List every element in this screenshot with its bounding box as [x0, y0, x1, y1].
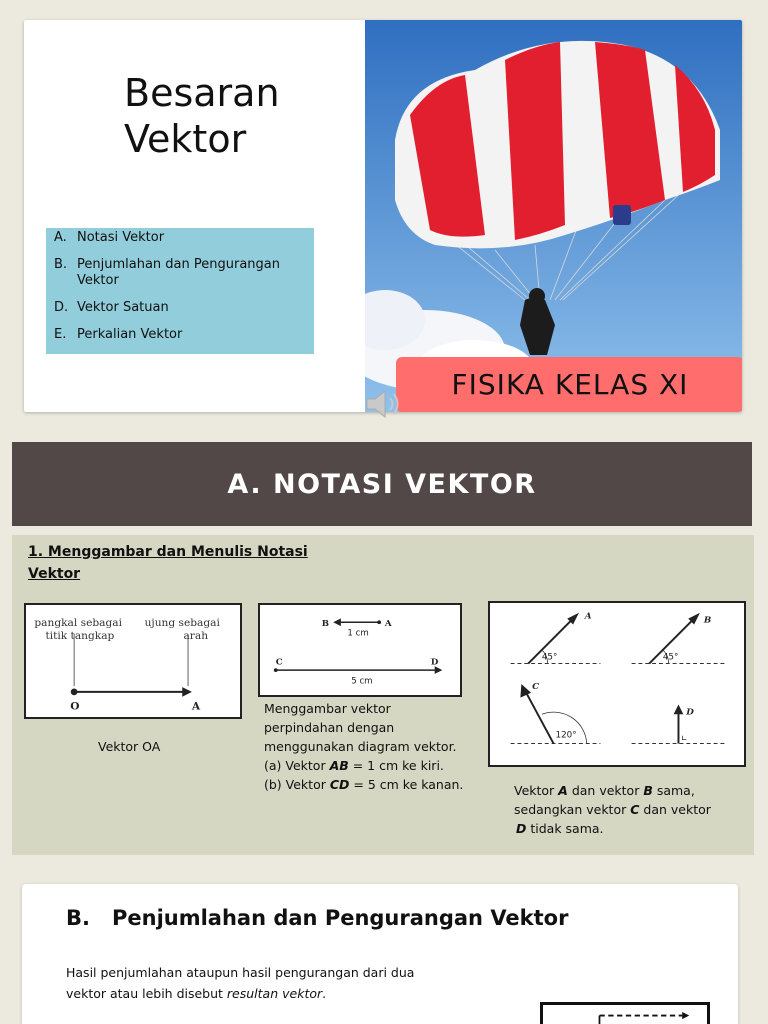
vector-name: A — [558, 783, 568, 798]
label-tail-line2: titik tangkap — [45, 628, 115, 642]
caption-line: perpindahan dengan — [264, 720, 395, 735]
caption-line: menggunakan diagram vektor. — [264, 739, 457, 754]
length-1cm: 1 cm — [347, 628, 369, 639]
vector-name: B — [643, 783, 653, 798]
point-a: A — [384, 619, 392, 630]
toc-text: Penjumlahan dan Pengurangan Vektor — [77, 257, 280, 288]
resultant-diagram — [540, 1002, 710, 1024]
label-b: B — [703, 615, 712, 626]
notation-slide — [12, 535, 754, 855]
title-line-1: Besaran — [124, 71, 280, 115]
toc-item — [54, 327, 306, 343]
angle-label: 45° — [541, 652, 558, 663]
vector-comparison-diagram — [488, 601, 746, 767]
text-line: Hasil penjumlahan ataupun hasil pengurangan dari dua — [66, 965, 415, 980]
label-head — [145, 616, 221, 642]
toc-item — [54, 300, 306, 316]
svg-text:pangkal sebagai titik tang — [34, 616, 125, 642]
addition-slide — [22, 884, 738, 1024]
term: resultan vektor — [226, 986, 323, 1001]
caption-part: = 5 cm ke kanan. — [349, 777, 464, 792]
label-d: D — [686, 707, 694, 718]
subheading: 1. Menggambar dan Menulis Notasi Vektor — [28, 544, 308, 582]
point-b: B — [321, 619, 329, 630]
label-tail: pangkal sebagai — [34, 616, 123, 630]
vector-ab-cd-diagram — [258, 603, 462, 697]
point-c: C — [275, 657, 283, 668]
caption-part: sama, — [652, 783, 695, 798]
point-o: O — [70, 699, 80, 713]
text-line — [66, 983, 436, 1004]
caption-oa: Vektor OA — [98, 739, 161, 754]
caption-line — [264, 756, 474, 775]
title-slide — [24, 20, 742, 412]
slide-title — [124, 70, 280, 162]
vector-name: D — [516, 821, 527, 836]
speaker-icon[interactable] — [363, 388, 403, 420]
angle-label: 45° — [662, 652, 679, 663]
caption-line: Menggambar vektor — [264, 701, 391, 716]
toc-item — [54, 257, 306, 289]
caption-line — [264, 775, 474, 794]
toc-letter: A. — [54, 230, 67, 245]
text-part: . — [322, 986, 327, 1001]
toc-text: Notasi Vektor — [77, 230, 165, 245]
angle-label: 120° — [555, 730, 577, 741]
caption-line — [514, 781, 744, 800]
slide-title — [66, 906, 568, 930]
caption-comparison — [514, 781, 744, 838]
toc-letter: E. — [54, 327, 67, 342]
title-line-2: Vektor — [124, 117, 247, 161]
parachute-photo — [365, 20, 742, 412]
section-title: Penjumlahan dan Pengurangan Vektor — [111, 906, 569, 930]
toc-letter: B. — [54, 257, 68, 272]
caption-ab-cd — [264, 699, 474, 794]
caption-line — [514, 800, 744, 819]
vector-name: CD — [329, 777, 350, 792]
caption-part: Vektor — [514, 783, 559, 798]
point-d: D — [430, 657, 439, 668]
vector-oa-diagram — [24, 603, 242, 719]
label-a: A — [584, 611, 592, 622]
toc-letter: D. — [54, 300, 69, 315]
length-5cm: 5 cm — [351, 676, 373, 687]
vector-name: AB — [329, 758, 349, 773]
caption-part: = 1 cm ke kiri. — [348, 758, 444, 773]
text-part: vektor atau lebih disebut — [66, 986, 227, 1001]
toc-item — [54, 230, 306, 246]
caption-part: tidak sama. — [526, 821, 604, 836]
vector-name: C — [630, 802, 640, 817]
toc-text: Perkalian Vektor — [77, 327, 183, 342]
label-head-line1: ujung sebagai — [144, 616, 220, 630]
caption-part: dan vektor — [639, 802, 711, 817]
caption-part: dan vektor — [567, 783, 644, 798]
point-a: A — [191, 699, 201, 713]
toc-text: Vektor Satuan — [77, 300, 169, 315]
caption-part: sedangkan vektor — [514, 802, 631, 817]
section-number: B. — [66, 906, 90, 930]
caption-line — [514, 819, 744, 838]
section-header: A. NOTASI VEKTOR — [12, 442, 752, 526]
label-head-line2: arah — [183, 628, 209, 642]
body-text — [66, 962, 436, 1004]
class-banner: FISIKA KELAS XI — [396, 357, 742, 412]
label-c: C — [532, 681, 540, 692]
table-of-contents — [46, 228, 314, 354]
caption-part: (a) Vektor — [264, 758, 330, 773]
caption-part: (b) Vektor — [264, 777, 330, 792]
